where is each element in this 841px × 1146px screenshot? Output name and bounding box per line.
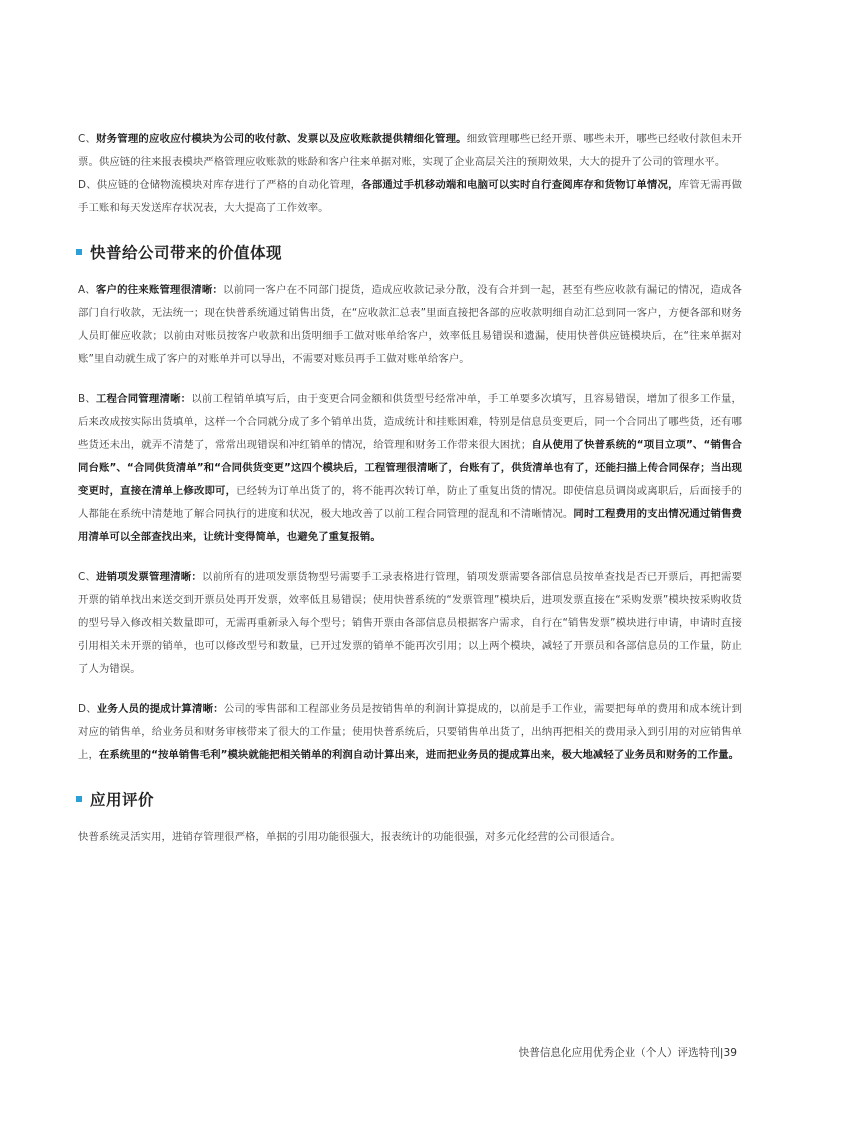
paragraph-evaluation (78, 826, 742, 849)
paragraph-finance-module (78, 128, 742, 220)
bold-text: 在系统里的“按单销售毛利”模块就能把相关销单的利润自动计算出来，进而把业务员的提成算出来，极大地减轻了业务员和财务的工作量。 (98, 749, 740, 761)
paragraph-invoice-management (78, 566, 742, 681)
paragraph-lead: B、 (78, 393, 96, 405)
paragraph-text: D、供应链的仓储物流模块对库存进行了严格的自动化管理， (78, 179, 362, 191)
bold-text: 业务人员的提成计算清晰： (96, 703, 224, 715)
page-footer: 快普信息化应用优秀企业（个人）评选特刊|39 (518, 1047, 737, 1059)
paragraph-text: 库管无需再做手工账和每天发送库存状况表，大大提高了工作效率。 (78, 179, 742, 214)
paragraph-commission-calculation (78, 698, 742, 767)
section-heading-value (76, 237, 742, 267)
section-title: 快普给公司带来的价值体现 (90, 244, 283, 262)
bold-text: 同时工程费用的支出情况通过销售费用清单可以全部查找出来，让统计变得简单，也避免了重复报销。 (78, 508, 742, 543)
paragraph-customer-accounts (78, 279, 742, 371)
paragraph-lead: A、 (78, 284, 96, 296)
paragraph-lead: C、 (78, 133, 97, 145)
bold-text: 自从使用了快普系统的“项目立项”、“销售合同台账”、“合同供货清单”和“合同供货变更”这四个模块后，工程管理很清晰了，台账有了，供货清单也有了，还能扫描上传合同保存；当出现变更时，直接在清单上修改即可， (78, 439, 742, 497)
paragraph-text: 以前工程销单填写后，由于变更合同金额和供货型号经常冲单，手工单要多次填写，且容易错误，增加了很多工作量，后来改成按实际出货填单，这样一个合同就分成了多个销单出货，造成统计和挂账困难，特别是信息员变更后，同一个合同出了哪些货，还有哪些货还未出，就弄不清楚了，常常出现错误和冲红销单的情况，给管理和财务工作带来很大困扰； (78, 393, 742, 451)
paragraph-text: 已经转为订单出货了的，将不能再次转订单，防止了重复出货的情况。即使信息员调岗或离职后，后面接手的人都能在系统中清楚地了解合同执行的进度和状况，极大地改善了以前工程合同管理的混乱和不清晰情况。 (78, 485, 742, 520)
paragraph-text: 公司的零售部和工程部业务员是按销售单的利润计算提成的，以前是手工作业，需要把每单的费用和成本统计到对应的销售单，给业务员和财务审核带来了很大的工作量；使用快普系统后，只要销售单出货了，出纳再把相关的费用录入到引用的对应销售单上， (78, 703, 742, 761)
paragraph-lead: D、 (78, 703, 97, 715)
bold-text: 进销项发票管理清晰： (96, 571, 202, 583)
bold-text: 客户的往来账管理很清晰： (95, 284, 224, 296)
bold-text: 工程合同管理清晰： (95, 393, 192, 405)
section-marker-icon (76, 796, 82, 802)
paragraph-contract-management (78, 388, 742, 549)
section-title: 应用评价 (90, 791, 155, 809)
paragraph-text: 快普系统灵活实用，进销存管理很严格，单据的引用功能很强大，报表统计的功能很强，对多元化经营的公司很适合。 (78, 831, 621, 843)
bold-text: 各部通过手机移动端和电脑可以实时自行查阅库存和货物订单情况， (361, 179, 679, 191)
paragraph-lead: C、 (78, 571, 97, 583)
paragraph-text: 以前所有的进项发票货物型号需要手工录表格进行管理，销项发票需要各部信息员按单查找是否已开票后，再把需要开票的销单找出来送交到开票员处再开发票，效率低且易错误；使用快普系统的“发票管理”模块后，进项发票直接在“采购发票”模块按采购收货的型号导入修改相关数量即可，无需再重新录入每个型号；销售开票由各部信息员根据客户需求，自行在“销售发票”模块进行申请，申请时直接引用相关未开票的销单，也可以修改型号和数量，已开过发票的销单不能再次引用；以上两个模块，减轻了开票员和各部信息员的工作量，防止了人为错误。 (78, 571, 743, 675)
section-marker-icon (76, 249, 82, 255)
paragraph-text: 细致管理哪些已经开票、哪些未开，哪些已经收付款但未开票。供应链的往来报表模块严格管理应收账款的账龄和客户往来单据对账，实现了企业高层关注的预期效果，大大的提升了公司的管理水平。 (78, 133, 742, 168)
section-heading-evaluation (76, 784, 742, 814)
paragraph-text: 以前同一客户在不同部门提货，造成应收款记录分散，没有合并到一起，甚至有些应收款有漏记的情况，造成各部门自行收款，无法统一；现在快普系统通过销售出货，在“应收款汇总表”里面直接把各部的应收款明细自动汇总到同一客户，方便各部和财务人员盯催应收款；以前由对账员按客户收款和出货明细手工做对账单给客户，效率低且易错误和遗漏，使用快普供应链模块后，在“往来单据对账”里自动就生成了客户的对账单并可以导出，不需要对账员再手工做对账单给客户。 (78, 284, 742, 365)
article-body (78, 128, 742, 866)
bold-text: 财务管理的应收应付模块为公司的收付款、发票以及应收账款提供精细化管理。 (96, 133, 467, 145)
